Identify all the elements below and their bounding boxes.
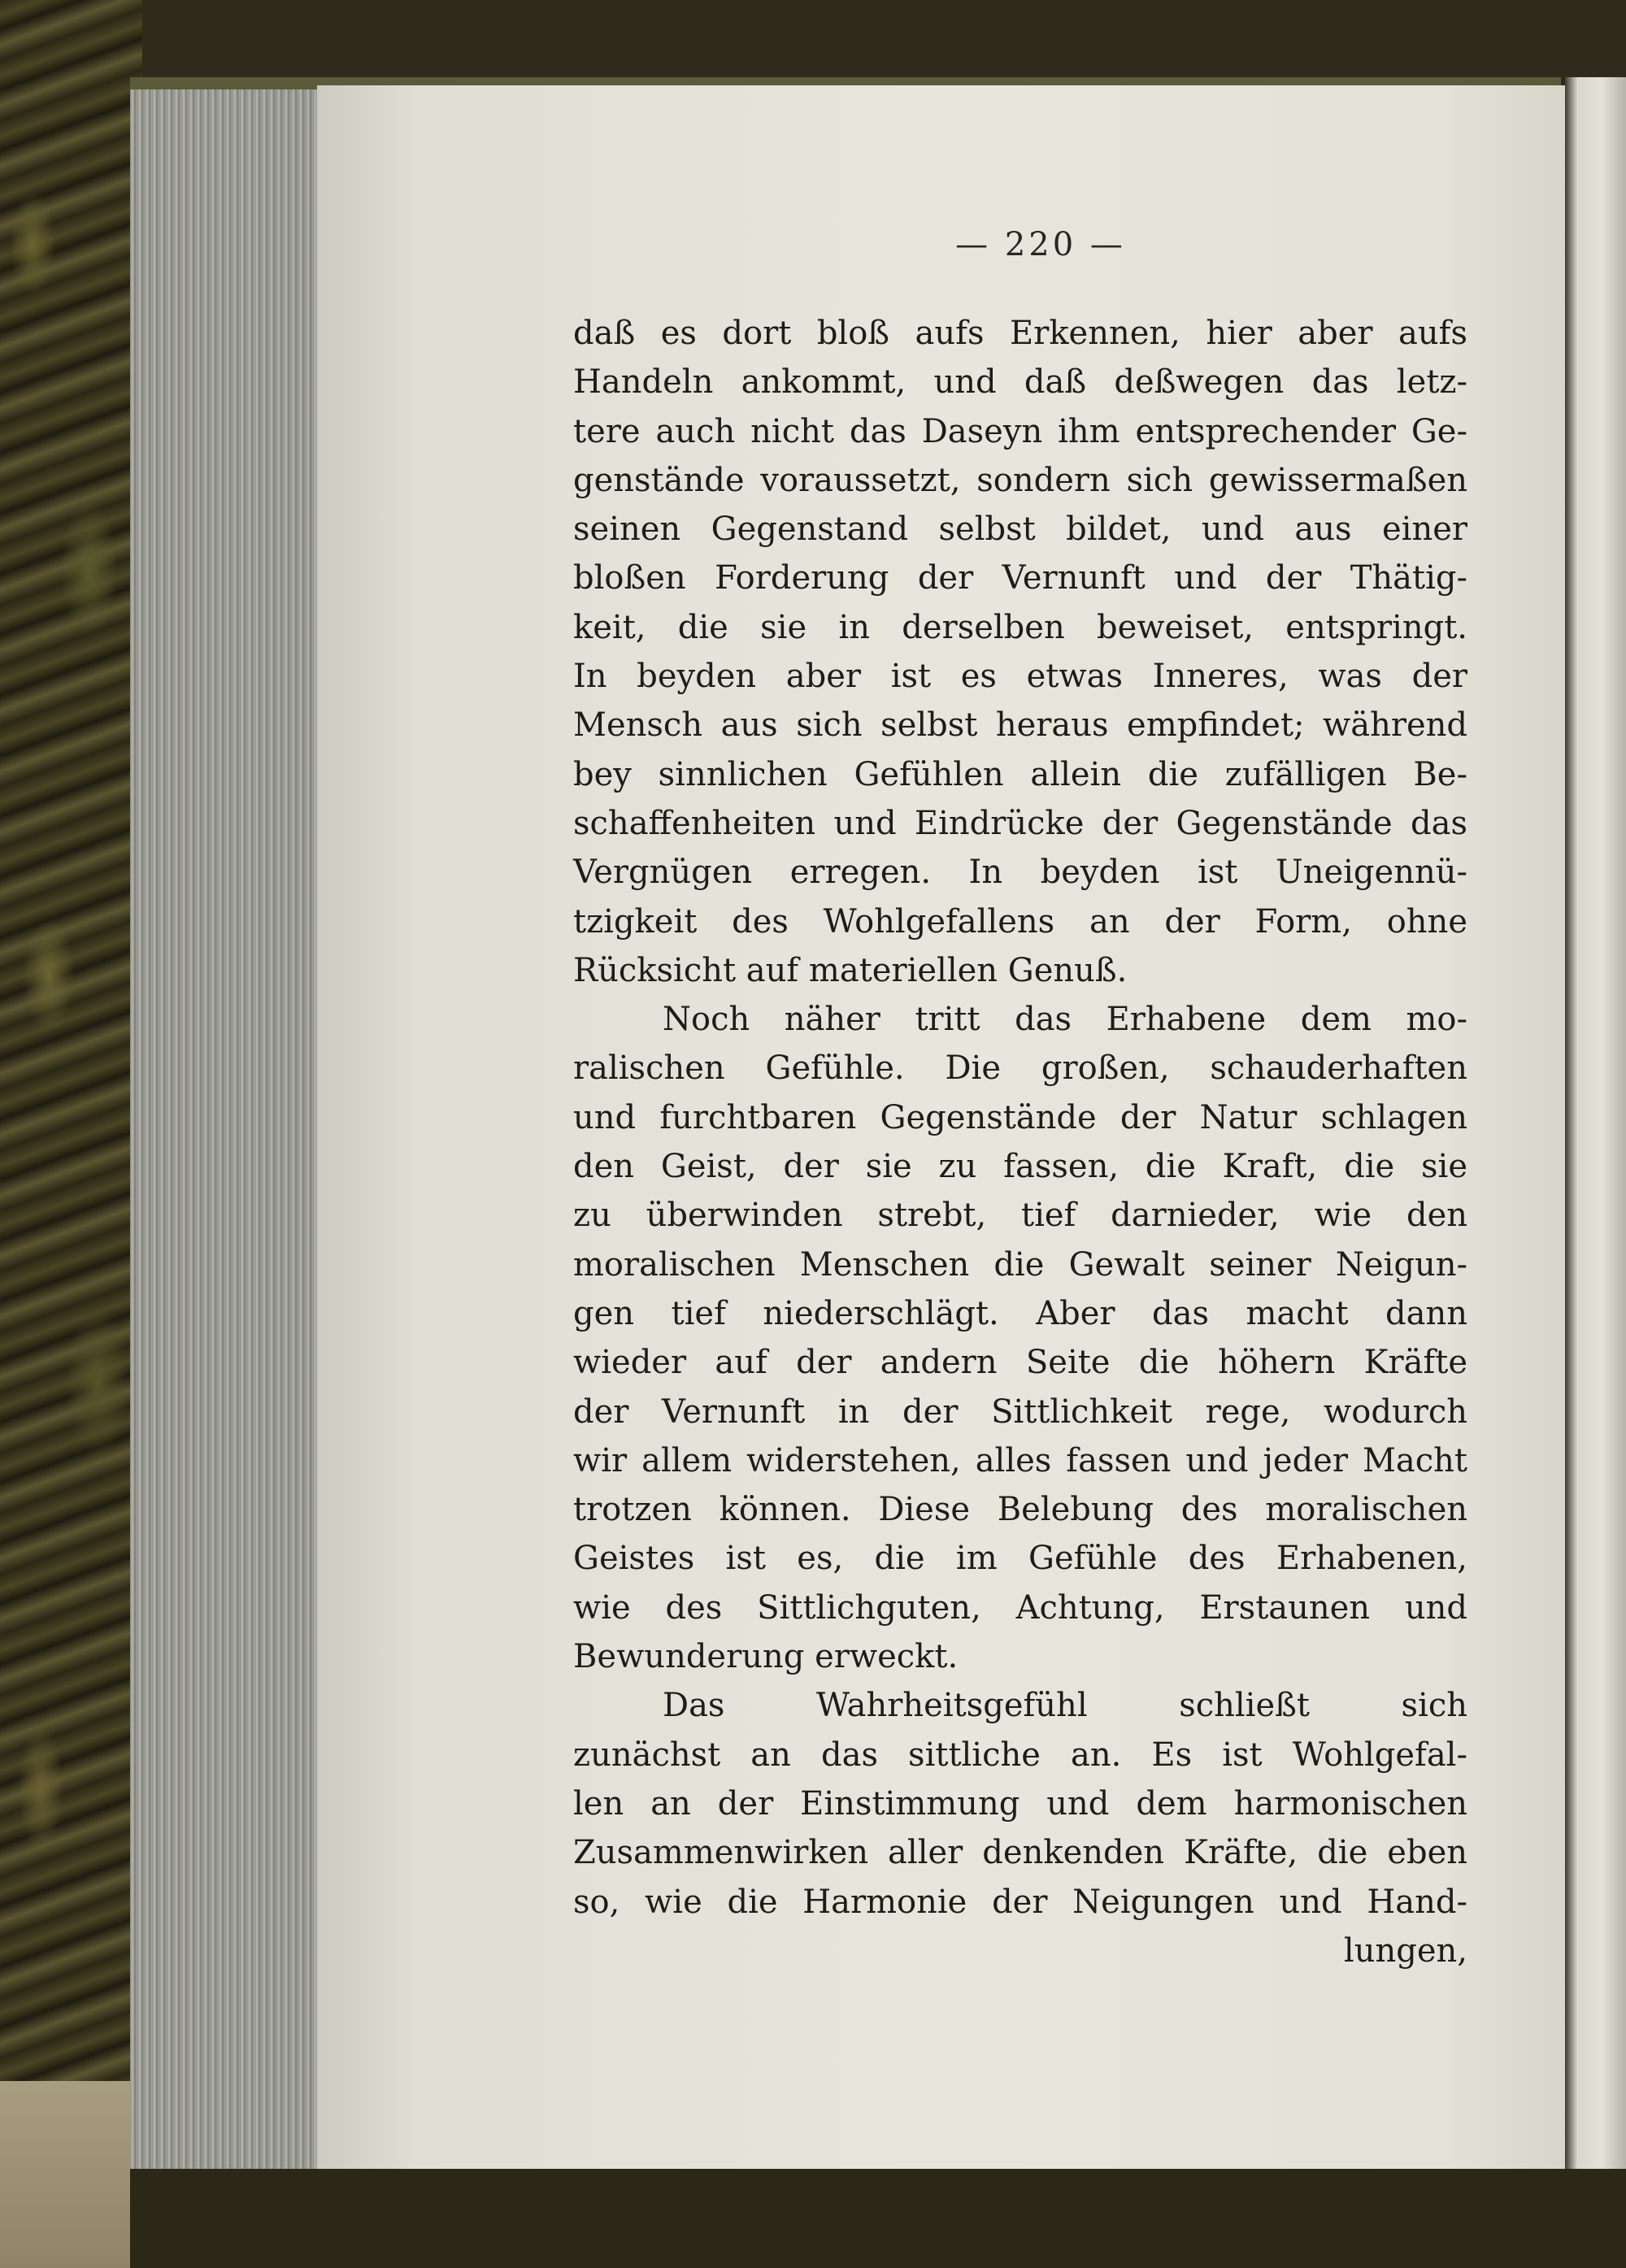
text-line: schaffenheiten und Eindrücke der Gegenstände das [573,804,1467,842]
text-line: bloßen Forderung der Vernunft und der Thätig- [573,559,1467,597]
text-line: Handeln ankommt, und daß deßwegen das letz- [573,363,1467,402]
text-line: Zusammenwirken aller denkenden Kräfte, die eben [573,1834,1467,1872]
text-line: Geistes ist es, die im Gefühle des Erhabenen, [573,1540,1467,1578]
text-line: wie des Sittlichguten, Achtung, Erstaunen und [573,1588,1467,1627]
text-line: Vergnügen erregen. In beyden ist Uneigennü- [573,854,1467,892]
text-line: gen tief niederschlägt. Aber das macht dann [573,1294,1467,1332]
text-line: so, wie die Harmonie der Neigungen und Hand- [573,1883,1467,1921]
marbled-cover [0,0,142,2268]
text-line: zunächst an das sittliche an. Es ist Wohlgefal- [573,1736,1467,1774]
facing-page-edge [1565,77,1626,2183]
text-line: den Geist, der sie zu fassen, die Kraft, die sie [573,1148,1467,1186]
page-body [573,309,1467,1975]
background-strip [130,2169,1626,2268]
text-line: wir allem widerstehen, alles fassen und jeder Macht [573,1441,1467,1479]
text-line: der Vernunft in der Sittlichkeit rege, wodurch [573,1393,1467,1431]
text-line: genstände voraussetzt, sondern sich gewissermaßen [573,461,1467,499]
text-line: Mensch aus sich selbst heraus empfindet; während [573,706,1467,745]
page-block-edge [130,89,325,2170]
text-line: moralischen Menschen die Gewalt seiner Neigun- [573,1245,1467,1284]
text-line: ralischen Gefühle. Die großen, schauderhaften [573,1049,1467,1088]
text-line: zu überwinden strebt, tief darnieder, wie den [573,1197,1467,1235]
text-line: bey sinnlichen Gefühlen allein die zufälligen Be- [573,755,1467,793]
text-line: tzigkeit des Wohlgefallens an der Form, ohne [573,902,1467,941]
text-line: und furchtbaren Gegenstände der Natur schlagen [573,1098,1467,1136]
text-line: In beyden aber ist es etwas Inneres, was der [573,658,1467,696]
text-line: tere auch nicht das Daseyn ihm entsprechender Ge- [573,412,1467,450]
catchword: lungen, [1343,1931,1467,1970]
text-line: seinen Gegenstand selbst bildet, und aus einer [573,511,1467,549]
text-line: keit, die sie in derselben beweiset, entspringt. [573,608,1467,646]
text-line: wieder auf der andern Seite die höhern Kräfte [573,1344,1467,1382]
cover-corner [0,2081,142,2268]
text-line: Rücksicht auf materiellen Genuß. [573,951,1128,989]
text-line: Noch näher tritt das Erhabene dem mo- [663,1001,1467,1039]
text-line: daß es dort bloß aufs Erkennen, hier aber aufs [573,315,1467,352]
page-number-header: — 220 — [955,226,1126,263]
text-line: trotzen können. Diese Belebung des moralischen [573,1491,1467,1529]
text-line: len an der Einstimmung und dem harmonischen [573,1784,1467,1823]
text-line: Bewunderung erweckt. [573,1638,959,1676]
text-line: Das Wahrheitsgefühl schließt sich [663,1687,1467,1725]
